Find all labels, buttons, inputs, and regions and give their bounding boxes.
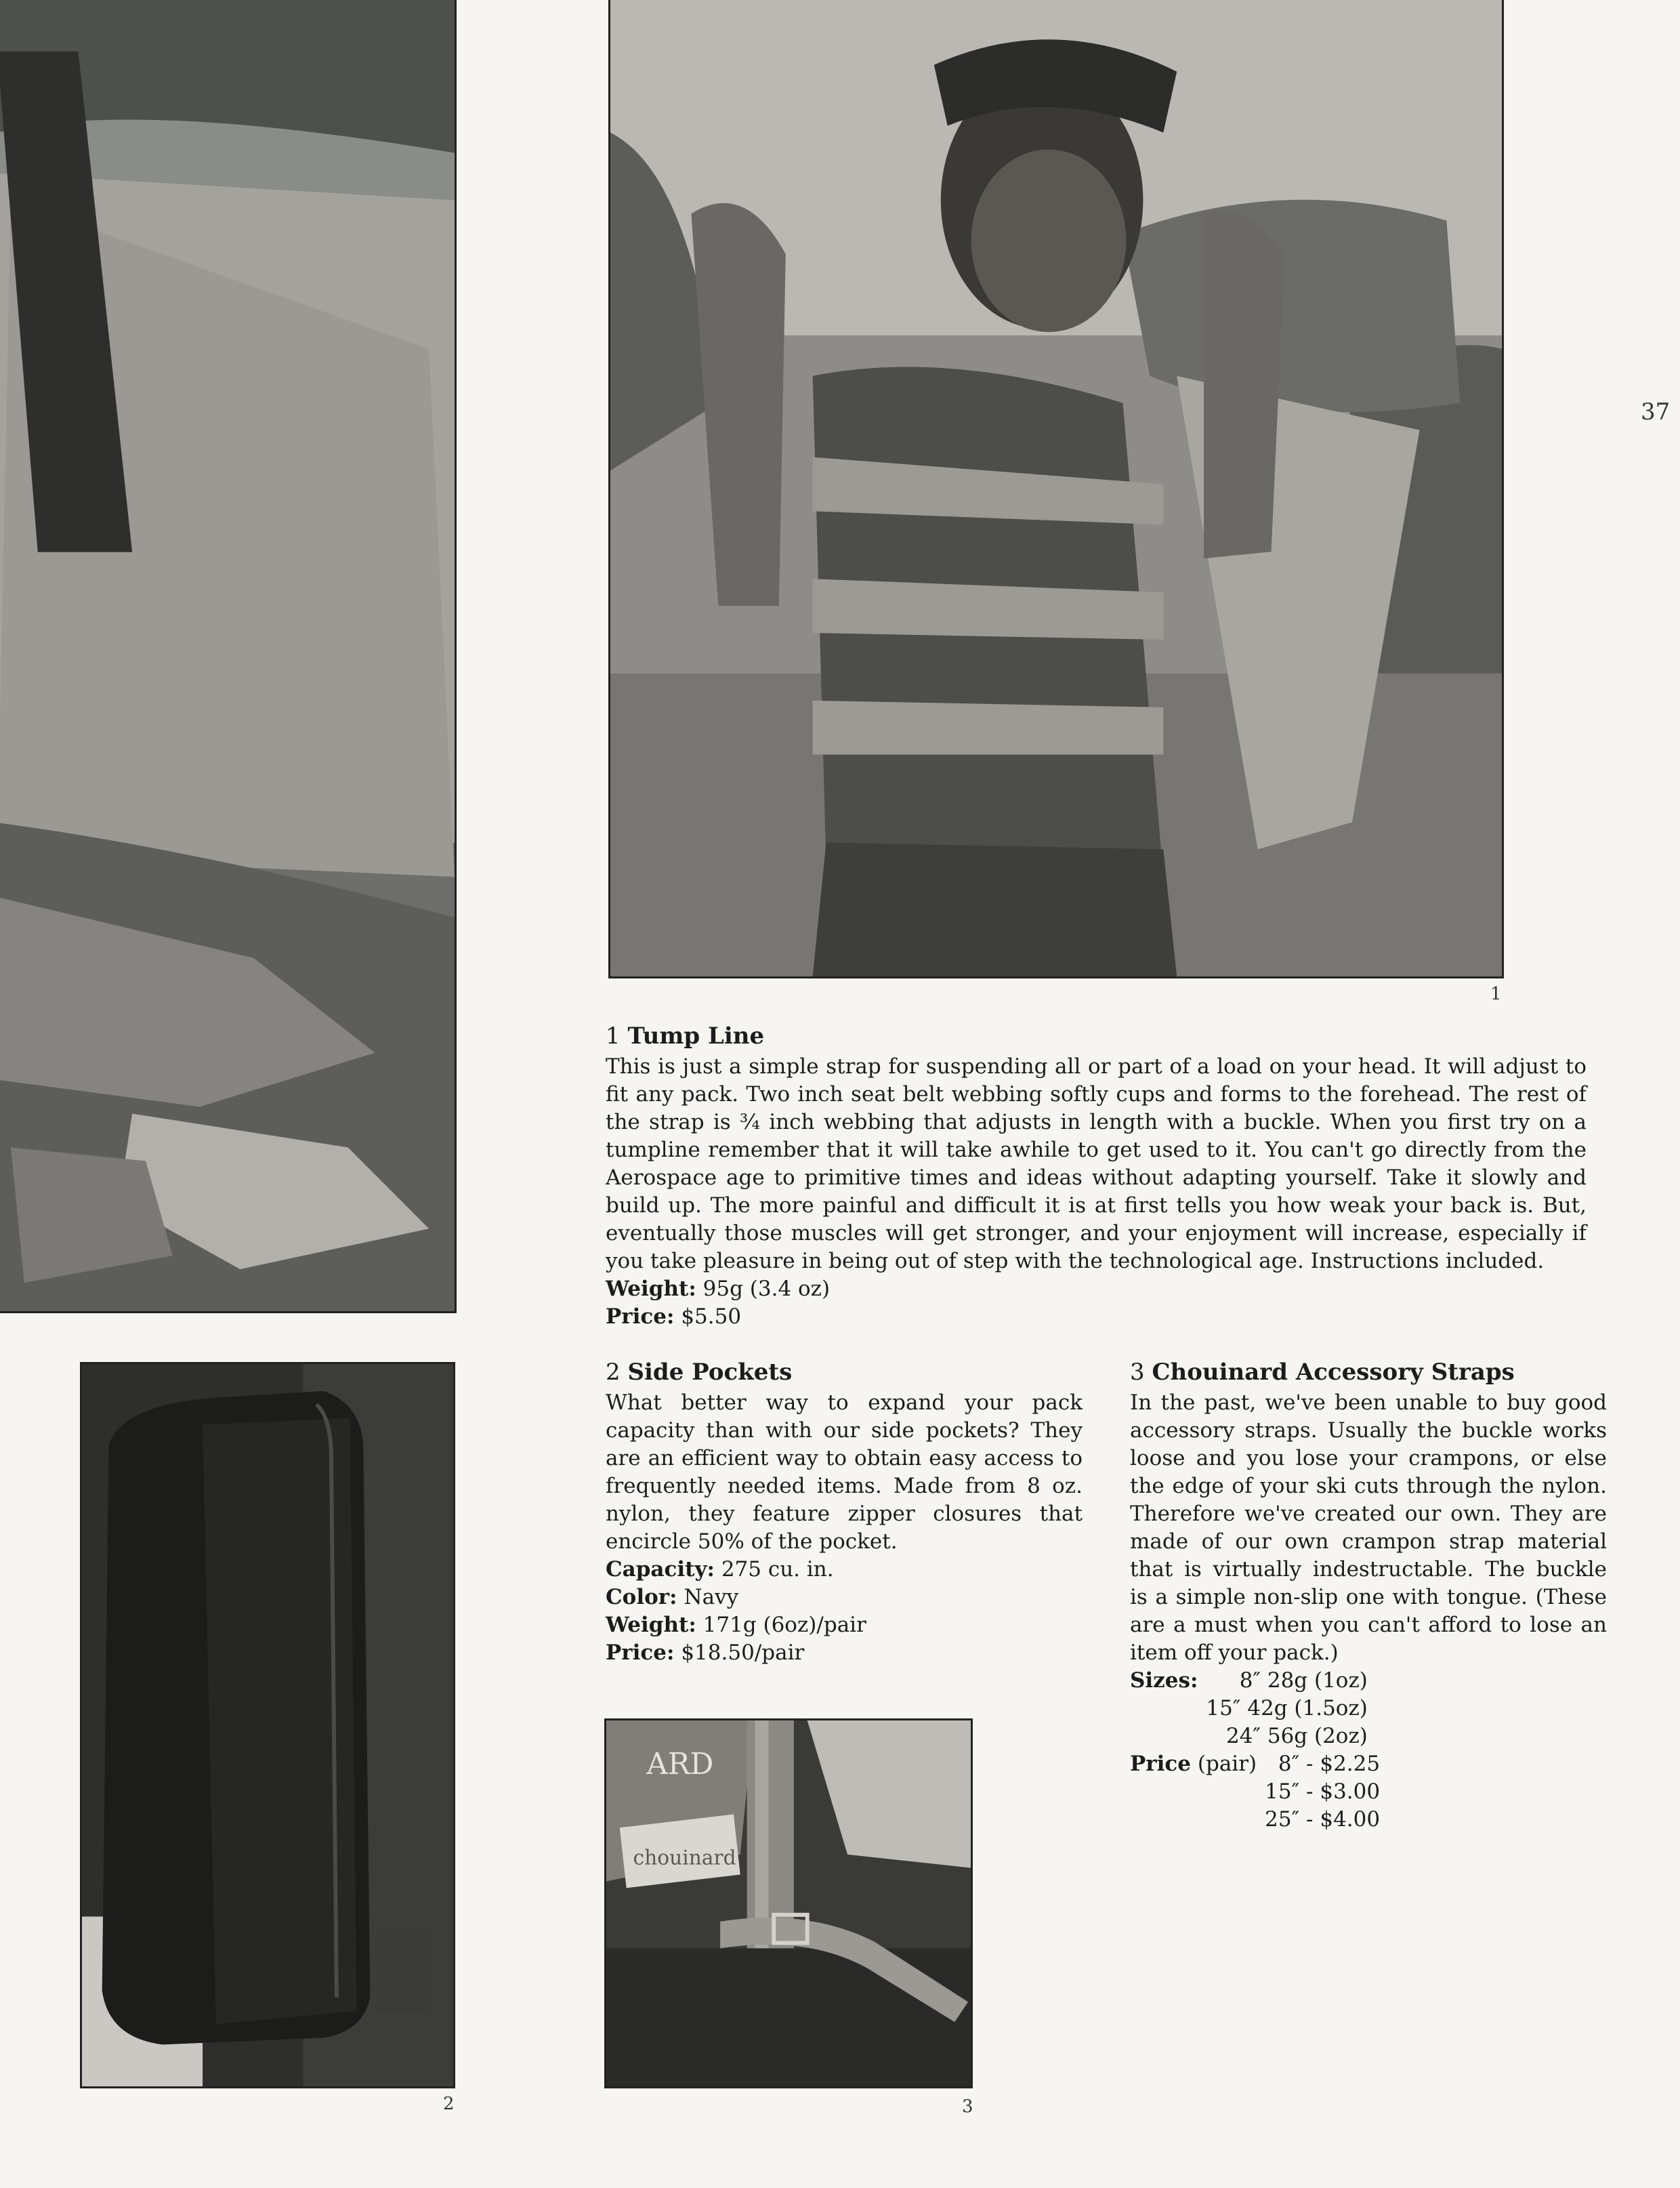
side-pockets-capacity [606,1556,1083,1584]
side-pockets-price-value: $18.50/pair [681,1640,805,1665]
accessory-straps-sizes [1130,1667,1607,1750]
side-pockets-number: 2 [606,1359,621,1386]
tump-line-price-label: Price: [606,1304,675,1329]
side-pockets-capacity-value: 275 cu. in. [721,1557,834,1582]
bag-lettering-text: ARD [646,1748,714,1782]
accessory-straps-number: 3 [1130,1359,1145,1386]
figure-2-caption: 2 [443,2094,455,2114]
photo-boulder [0,0,457,1313]
side-pockets-title: Side Pockets [627,1359,793,1386]
accessory-straps-title: Chouinard Accessory Straps [1152,1359,1515,1386]
price-option: 25″ - $4.00 [1265,1807,1381,1832]
photo-porter-tumpline [608,0,1504,978]
tump-line-section [606,1020,1587,1331]
tump-line-number: 1 [606,1023,621,1050]
side-pockets-color-label: Color: [606,1585,677,1609]
tump-line-description: This is just a simple strap for suspending all or part of a load on your head. It will adjust to fit any pack. Two inch seat belt webbing softly cups and forms to the forehead. The rest of the strap is ¾ inch webbing that adjusts in length with a buckle. When you first try on a tumpline remember that it will take awhile to get used to it. You can't go directly from the Aerospace age to primitive times and ideas without adapting yourself. Take it slowly and build up. The more painful and difficult it is at first tells you how weak your back is. But, eventually those muscles will get stronger, and your enjoyment will increase, especially if you take pleasure in being out of step with the technological age. Instructions included. [606,1054,1587,1273]
tump-line-heading [606,1020,1587,1052]
accessory-straps-sizes-label: Sizes: [1130,1668,1198,1693]
tump-line-weight-value: 95g (3.4 oz) [702,1277,831,1301]
accessory-straps-price-qualifier: (pair) [1197,1752,1257,1776]
accessory-straps-heading [1130,1357,1607,1388]
side-pockets-weight-label: Weight: [606,1613,696,1637]
tump-line-title: Tump Line [627,1023,765,1050]
figure-3-caption: 3 [962,2097,973,2117]
side-pockets-heading [606,1357,1083,1388]
brand-tag-text: chouinard [633,1845,736,1870]
strap-illustration [606,1720,971,2086]
tump-line-weight [606,1275,1587,1303]
side-pockets-capacity-label: Capacity: [606,1557,715,1582]
price-option: 15″ - $3.00 [1265,1779,1381,1804]
price-option: 8″ - $2.25 [1278,1752,1381,1776]
accessory-straps-price-label: Price [1130,1752,1192,1776]
side-pockets-weight-value: 171g (6oz)/pair [702,1613,866,1637]
photo-side-pockets [80,1362,455,2088]
boulder-illustration [0,0,455,1311]
tump-line-price-value: $5.50 [681,1304,742,1329]
side-pockets-weight [606,1611,1083,1639]
side-pockets-color [606,1584,1083,1611]
tump-line-weight-label: Weight: [606,1277,696,1301]
accessory-straps-section [1130,1357,1607,1834]
side-pockets-description: What better way to expand your pack capacity than with our side pockets? They are an efficient way to obtain easy access to frequently needed items. Made from 8 oz. nylon, they feature zipper closures that encircle 50% of the pocket. [606,1390,1083,1554]
side-pockets-price [606,1639,1083,1667]
side-pocket-illustration [82,1364,453,2086]
side-pockets-price-label: Price: [606,1640,675,1665]
size-option: 24″ 56g (2oz) [1225,1724,1368,1748]
porter-illustration [610,0,1502,976]
tump-line-price [606,1303,1587,1331]
size-option: 15″ 42g (1.5oz) [1206,1696,1368,1720]
accessory-straps-description: In the past, we've been unable to buy good accessory straps. Usually the buckle works loose and you lose your crampons, or else the edge of your ski cuts through the nylon. Therefore we've created our own. They are made of our own crampon strap material that is virtually indestructable. The buckle is a simple non-slip one with tongue. (These are a must when you can't afford to lose an item off your pack.) [1130,1390,1607,1665]
page-number: 37 [1641,398,1671,426]
side-pockets-section [606,1357,1083,1667]
side-pockets-color-value: Navy [684,1585,739,1609]
photo-accessory-straps [604,1718,973,2088]
size-option: 8″ 28g (1oz) [1239,1668,1368,1693]
figure-1-caption: 1 [1490,984,1502,1004]
accessory-straps-prices [1130,1750,1607,1834]
